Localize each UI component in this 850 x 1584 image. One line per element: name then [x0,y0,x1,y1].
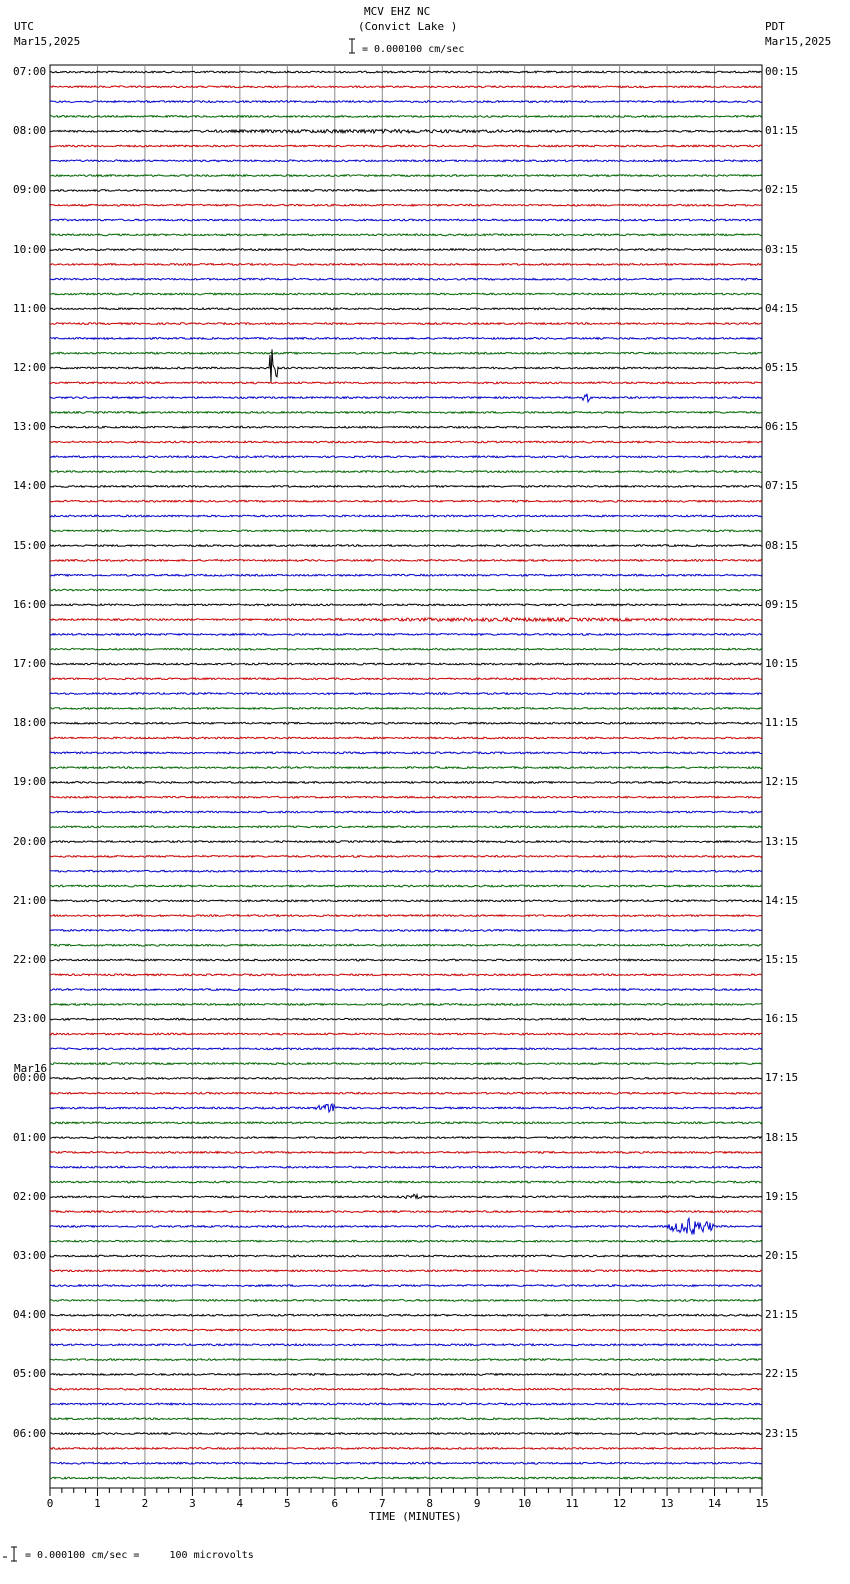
seismic-trace [50,441,762,443]
left-hour-label: 20:00 [13,834,47,848]
seismic-trace [50,737,762,739]
left-hour-label: 22:00 [13,953,47,966]
right-hour-label: 18:15 [765,1130,799,1144]
left-hour-label: 03:00 [13,1249,47,1262]
seismic-trace [50,856,762,858]
seismic-trace [50,752,762,754]
left-timezone: UTC [14,20,34,33]
left-hour-label: 18:00 [13,716,47,730]
right-hour-label: 04:15 [765,301,799,315]
seismic-trace [50,1359,762,1361]
seismic-trace [50,175,762,177]
seismic-trace [50,634,762,636]
left-hour-label: 07:00 [13,65,47,78]
left-hour-label: 06:00 [13,1426,47,1440]
header-scale-label: = 0.000100 cm/sec [362,44,465,55]
right-date: Mar15,2025 [765,35,832,48]
seismic-trace [50,308,762,310]
seismic-trace [50,1092,762,1094]
x-tick-label: 15 [755,1497,769,1510]
seismic-trace [50,782,762,784]
left-hour-label: 04:00 [13,1308,47,1322]
left-hour-label: 05:00 [13,1367,47,1381]
seismic-trace [50,129,762,133]
x-axis-title: TIME (MINUTES) [369,1510,462,1523]
left-hour-label: 08:00 [13,124,47,138]
seismic-trace [50,989,762,991]
left-date: Mar15,2025 [14,35,81,48]
seismic-trace [50,145,762,147]
left-hour-label: 02:00 [13,1189,47,1203]
seismic-trace [50,219,762,221]
scale-bars [3,39,355,1561]
seismic-trace [50,1477,762,1479]
seismic-trace [50,71,762,73]
seismic-trace [50,1240,762,1242]
x-tick-label: 11 [565,1497,579,1510]
seismic-trace [50,160,762,162]
seismic-trace [50,1166,762,1168]
x-tick-label: 7 [378,1497,386,1510]
left-hour-label: 15:00 [13,538,47,552]
seismic-trace [50,1285,762,1287]
left-hour-label: 00:00 [13,1071,47,1085]
seismic-trace [50,530,762,532]
seismic-trace [50,1137,762,1139]
x-tick-label: 2 [141,1497,149,1510]
seismic-trace [50,648,762,650]
seismic-trace [50,545,762,547]
seismic-trace [50,841,762,843]
seismic-trace [50,1004,762,1006]
seismic-trace [50,1403,762,1405]
seismic-trace [50,412,762,414]
seismic-trace [50,693,762,695]
right-hour-label: 09:15 [765,597,799,611]
right-hour-label: 20:15 [765,1249,799,1262]
seismic-trace [50,708,762,710]
x-tick-label: 4 [236,1497,244,1510]
x-tick-label: 10 [518,1497,532,1510]
seismic-trace [50,1218,762,1234]
x-tick-label: 14 [707,1497,722,1510]
seismic-trace [50,515,762,517]
seismic-trace [50,486,762,488]
x-tick-label: 13 [660,1497,674,1510]
seismic-trace [50,249,762,251]
header-scale-bar-icon [349,39,355,53]
right-hour-label: 21:15 [765,1308,799,1322]
x-tick-label: 9 [473,1497,481,1510]
right-hour-label: 23:15 [765,1426,799,1440]
seismic-trace [50,500,762,502]
seismic-trace [50,338,762,340]
seismic-trace [50,767,762,769]
seismic-trace [50,1300,762,1302]
right-hour-label: 06:15 [765,420,799,434]
seismic-trace [50,1255,762,1257]
right-hour-label: 05:15 [765,361,799,374]
seismic-trace [50,1344,762,1346]
seismic-trace [50,1152,762,1154]
seismic-trace [50,974,762,976]
seismic-trace [50,471,762,473]
seismic-trace [50,1104,762,1112]
seismic-trace [50,900,762,902]
left-hour-label: 23:00 [13,1012,47,1026]
right-hour-label: 10:15 [765,657,799,670]
seismic-trace [50,1448,762,1450]
seismic-trace [50,101,762,103]
right-hour-label: 16:15 [765,1012,799,1026]
seismic-trace [50,1018,762,1020]
seismic-trace [50,574,762,576]
left-hour-label: 13:00 [13,420,47,434]
seismic-trace [50,1063,762,1065]
right-hour-label: 17:15 [765,1071,799,1085]
seismic-trace [50,722,762,724]
seismic-trace [50,190,762,192]
right-hour-label: 07:15 [765,479,799,493]
seismic-trace [50,1462,762,1464]
right-hour-label: 19:15 [765,1189,799,1203]
seismic-trace [50,1270,762,1272]
x-tick-label: 5 [284,1497,291,1510]
seismic-trace [50,959,762,961]
seismic-trace [50,796,762,798]
right-hour-label: 15:15 [765,953,799,966]
seismic-trace [50,1078,762,1080]
seismic-trace [50,618,762,622]
seismic-trace [50,382,762,384]
seismic-trace [50,204,762,206]
seismic-trace [50,885,762,887]
seismic-trace [50,826,762,828]
seismic-trace [50,930,762,932]
seismic-trace [50,1211,762,1213]
seismic-trace [50,86,762,88]
left-hour-label: 17:00 [13,657,47,670]
right-timezone: PDT [765,20,785,33]
seismic-trace [50,944,762,946]
seismic-trace [50,1122,762,1124]
seismic-trace [50,870,762,872]
left-hour-label: 01:00 [13,1130,47,1144]
seismic-trace [50,1374,762,1376]
right-hour-label: 01:15 [765,124,799,138]
right-hour-label: 22:15 [765,1367,799,1381]
seismic-trace [50,1194,762,1198]
left-hour-label: 09:00 [13,183,47,197]
x-tick-label: 3 [189,1497,196,1510]
seismic-trace [50,1181,762,1183]
footer-scale-note: = 0.000100 cm/sec = 100 microvolts [25,1550,254,1561]
left-hour-label: 10:00 [13,242,47,256]
x-tick-label: 8 [426,1497,434,1510]
right-hour-label: 08:15 [765,538,799,552]
right-hour-label: 14:15 [765,893,799,907]
right-hour-label: 11:15 [765,716,799,730]
seismic-trace [50,323,762,325]
x-tick-label: 1 [94,1497,101,1510]
left-hour-label: 19:00 [13,775,47,789]
left-hour-label: 21:00 [13,893,47,907]
right-hour-label: 03:15 [765,242,799,256]
right-hour-label: 02:15 [765,183,799,197]
footer-scale-bar-icon [3,1547,17,1561]
right-hour-label: 12:15 [765,775,799,789]
x-tick-label: 12 [612,1497,627,1510]
seismic-trace [50,811,762,813]
seismic-trace [50,116,762,118]
seismic-trace [50,1048,762,1050]
seismic-trace [50,352,762,354]
seismic-trace [50,234,762,236]
seismic-trace [50,915,762,917]
time-axis [47,1488,769,1510]
seismic-trace [50,278,762,280]
x-tick-label: 6 [331,1497,339,1510]
seismic-trace [50,1433,762,1435]
seismic-trace [50,293,762,295]
left-hour-label: 14:00 [13,479,47,493]
seismic-trace [50,1033,762,1035]
seismic-trace [50,1418,762,1420]
right-hour-label: 00:15 [765,65,799,78]
seismic-trace [50,1329,762,1331]
right-hour-label: 13:15 [765,834,799,848]
seismic-trace [50,589,762,591]
trace-group [50,71,762,1479]
date-change-label: Mar16 [14,1062,48,1075]
left-hour-label: 12:00 [13,361,47,374]
seismic-trace [50,663,762,665]
seismic-trace [50,264,762,266]
x-tick-label: 0 [46,1497,54,1510]
seismic-trace [50,1314,762,1316]
station-title: MCV EHZ NC [364,5,431,18]
station-location: (Convict Lake ) [358,20,458,33]
seismic-trace [50,394,762,402]
seismic-trace [50,1388,762,1390]
left-hour-label: 16:00 [13,597,47,611]
left-hour-label: 11:00 [13,301,47,315]
seismic-trace [50,560,762,562]
seismic-trace [50,678,762,680]
seismic-trace [50,604,762,606]
seismic-trace [50,426,762,428]
seismic-trace [50,456,762,458]
